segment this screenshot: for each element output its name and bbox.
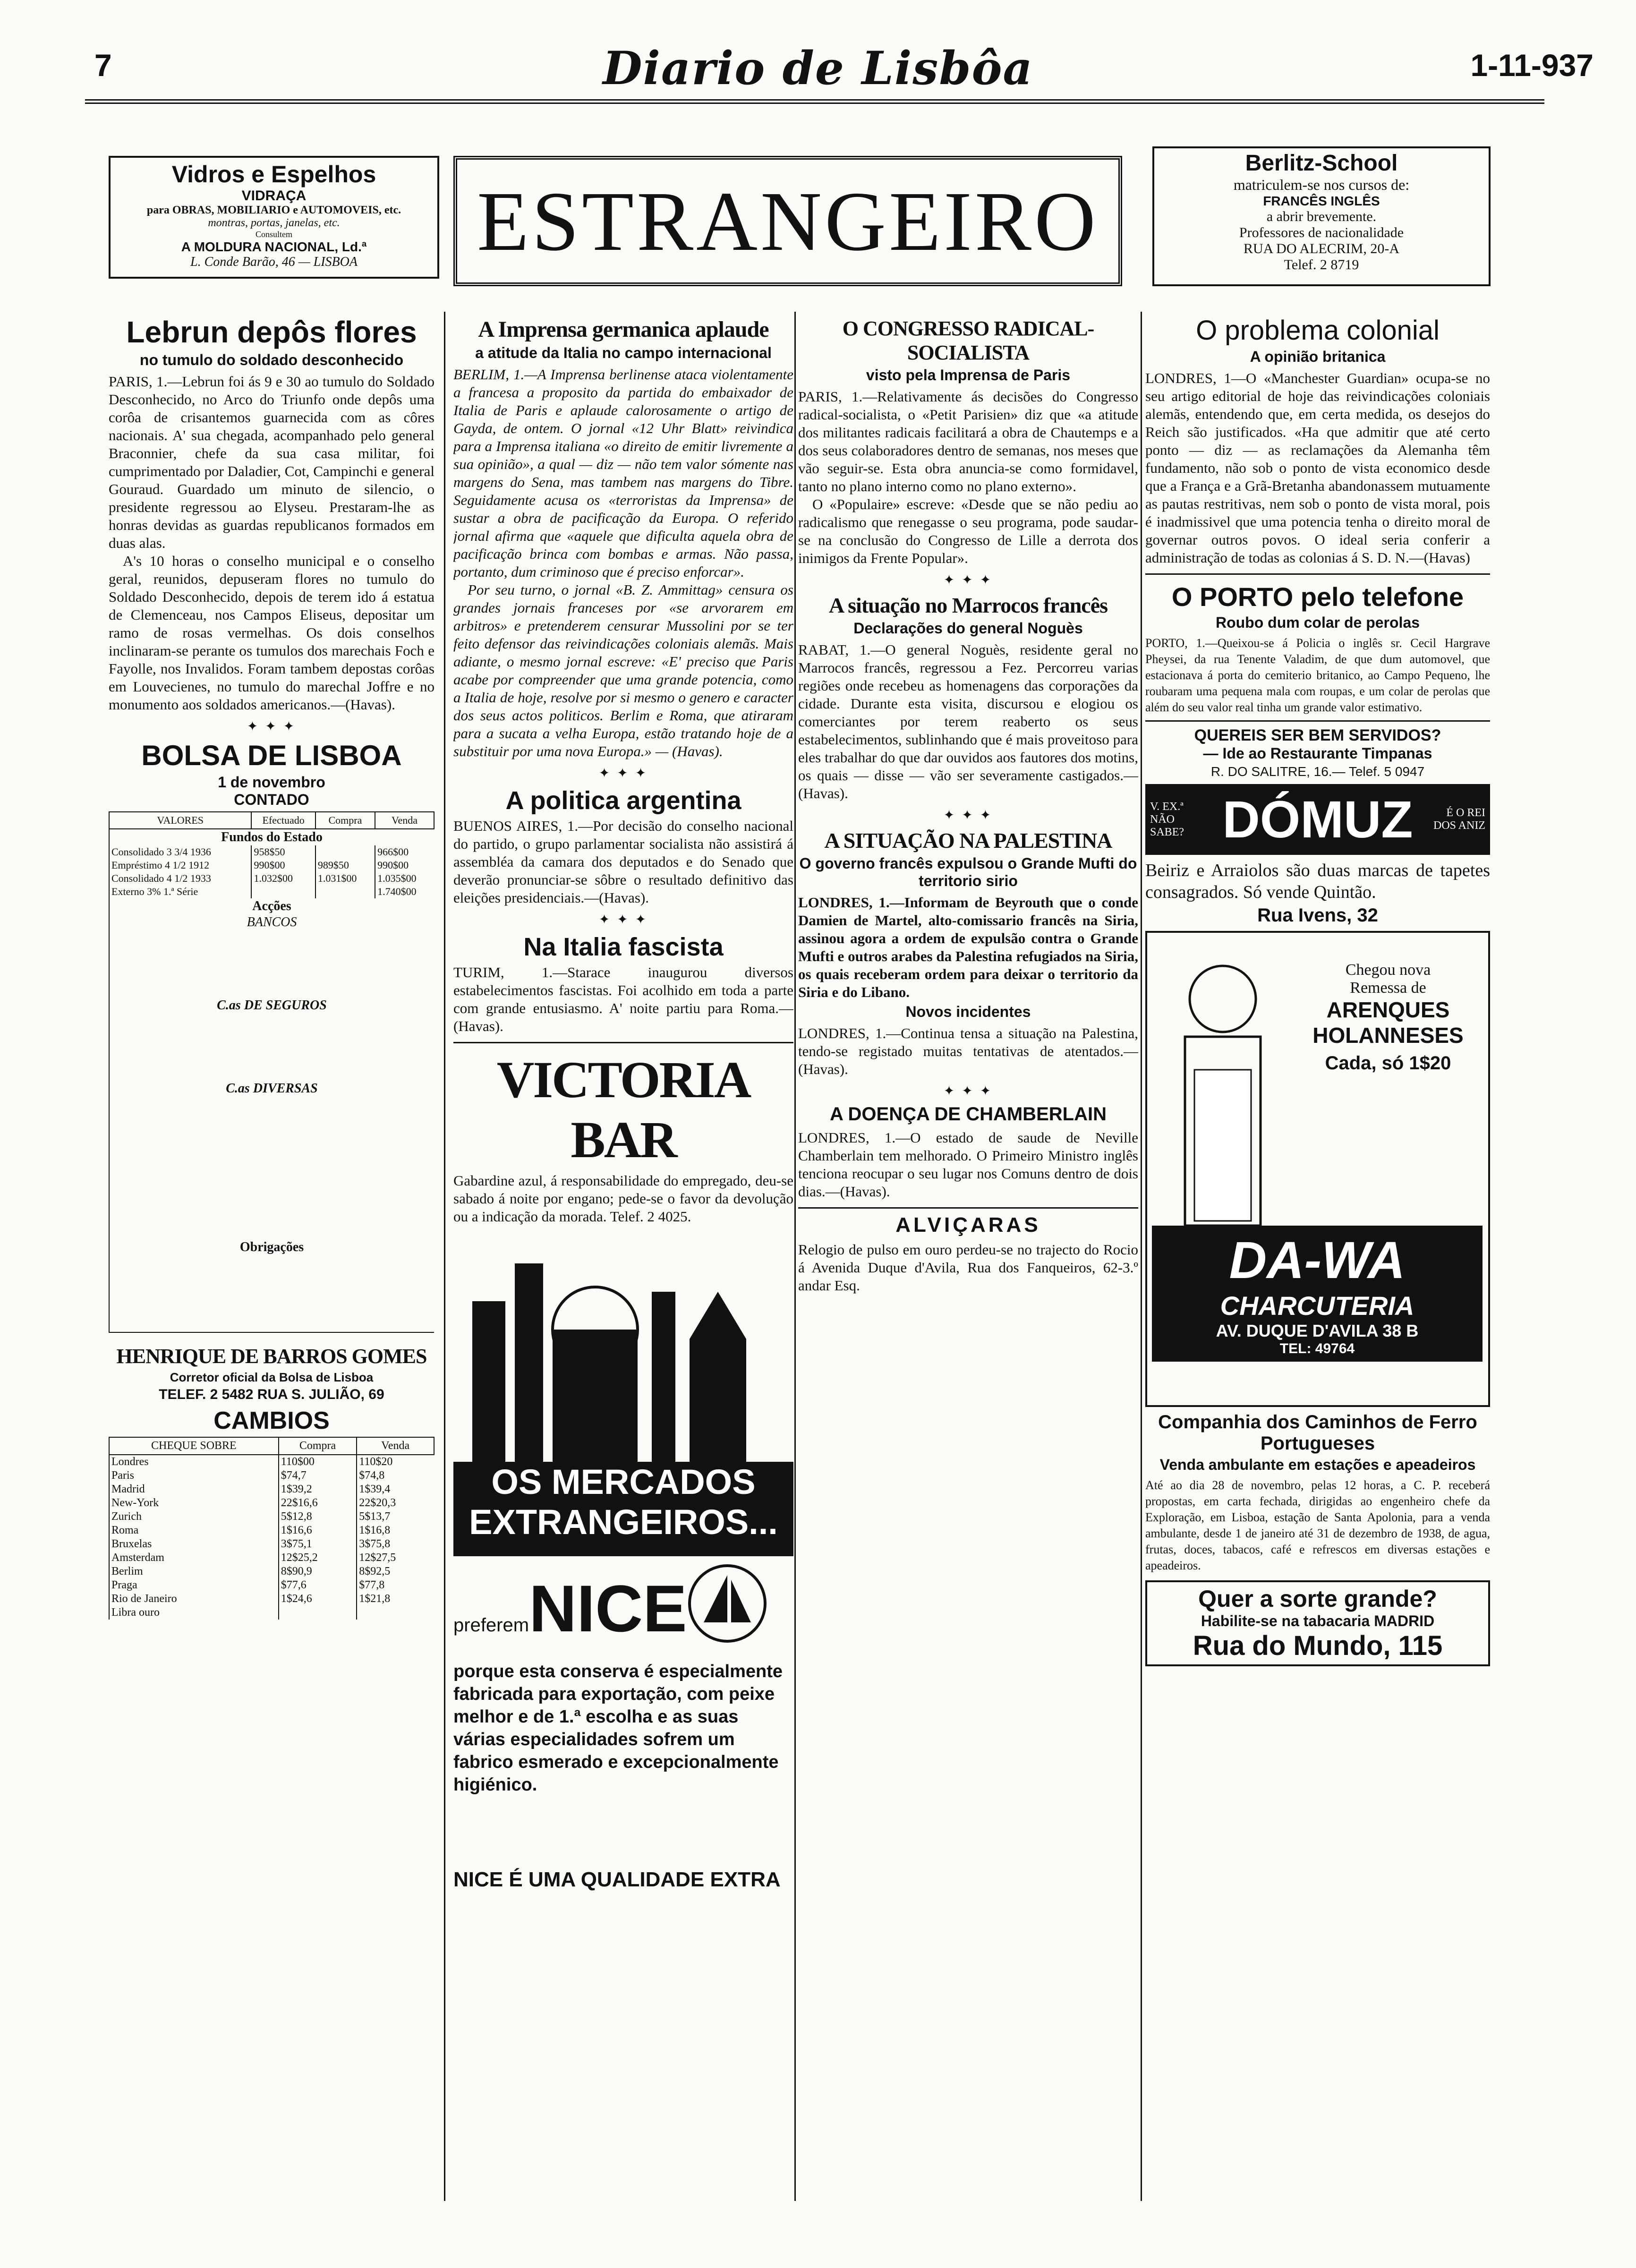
table-row — [109, 1551, 434, 1565]
article-marrocos-subtitle: Declarações do general Noguès — [853, 620, 1083, 637]
divider — [1145, 573, 1490, 575]
ornament-divider: ✦ ✦ ✦ — [598, 912, 648, 927]
cell: 8$92,5 — [357, 1565, 434, 1578]
article-italia-title: Na Italia fascista — [523, 933, 724, 961]
cell: 1$21,8 — [357, 1592, 434, 1606]
cell: Praga — [109, 1578, 279, 1592]
cell: 22$16,6 — [279, 1496, 357, 1510]
ad-domuz — [1145, 784, 1490, 855]
column-1 — [109, 312, 435, 2229]
article-argentina-paragraph: BUENOS AIRES, 1.—Por decisão do conselho nacional do partido, o grupo parlamentar socialista não assistirá á assembléa da camara dos deputados e do Senado que deverão pronunciar-se sôbre o resultado definitivo das eleições presidenciais.—(Havas). — [453, 818, 793, 906]
bolsa-table — [109, 811, 435, 1333]
article-palestina-subheading: Novos incidentes — [905, 1003, 1031, 1020]
cell: 110$20 — [357, 1455, 434, 1469]
cell: Amsterdam — [109, 1551, 279, 1565]
article-porto-paragraph: PORTO, 1.—Queixou-se á Policia o inglês sr. Cecil Hargrave Pheysei, da rua Tenente Valadim, de que dum automovel, que estacionava á porta do cemiterio britanico, ao Campo Pequeno, lhe roubaram uma pequena mala com roupas, e um colar de perolas que além do seu valor real tinha um grande valor estimativo. — [1145, 636, 1490, 714]
ad-sorte-line: Quer a sorte grande? — [1198, 1586, 1437, 1612]
cell: 1.032$00 — [251, 872, 315, 885]
ornament-divider: ✦ ✦ ✦ — [247, 719, 297, 734]
cell — [315, 845, 375, 859]
article-imprensa-paragraph: Por seu turno, o jornal «B. Z. Ammittag» censura os grandes jornais franceses por «se arvorarem em arbitros» e pretenderem censurar Mussolini por se ter feito defensor das reivindicações coloniais alemãs. Mais adiante, o mesmo jornal escreve: «E' preciso que Paris acabe por compreender que uma grande potencia, como a Italia de hoje, resolve por si mesmo o genero e caracter dos seus actos politicos. Berlim e Roma, que atiraram para a sucata a velha Europa, estão tratando hoje de a substituir por uma nova Europa.» — (Havas). — [453, 581, 793, 759]
cell: Madrid — [109, 1483, 279, 1496]
cell: $77,6 — [279, 1578, 357, 1592]
barros-phone: TELEF. 2 5482 RUA S. JULIÃO, 69 — [159, 1387, 384, 1402]
table-row — [109, 1469, 434, 1483]
cell: 110$00 — [279, 1455, 357, 1469]
bolsa-header: Venda — [375, 812, 434, 829]
ad-vidros-line2: montras, portas, janelas, etc. — [208, 217, 340, 229]
ad-berlitz-line1: matriculem-se nos cursos de: — [1233, 176, 1410, 193]
cell: $74,8 — [357, 1469, 434, 1483]
table-row — [109, 1455, 434, 1469]
ad-nice — [453, 1235, 793, 1944]
bolsa-section: Obrigações — [109, 1239, 434, 1255]
ad-timpanas-line: R. DO SALITRE, 16.— Telef. 5 0947 — [1210, 764, 1425, 779]
cell: Consolidado 3 3/4 1936 — [109, 845, 251, 859]
table-row — [109, 872, 434, 885]
table-row — [109, 1524, 434, 1537]
ad-dawa-banner — [1152, 1226, 1483, 1362]
table-row — [109, 1537, 434, 1551]
page-number: 7 — [94, 48, 112, 83]
alvicaras-paragraph: Relogio de pulso em ouro perdeu-se no trajecto do Rocio á Avenida Duque d'Avila, Rua dos Fanqueiros, 62-3.º andar Esq. — [798, 1241, 1138, 1294]
bolsa-section: C.as DE SEGUROS — [109, 998, 434, 1014]
column-3 — [798, 312, 1138, 2229]
cell: 3$75,1 — [279, 1537, 357, 1551]
bolsa-section: BANCOS — [109, 914, 434, 930]
cell: 1$16,6 — [279, 1524, 357, 1537]
bolsa-empty — [109, 1014, 434, 1081]
ad-berlitz-title: Berlitz-School — [1245, 151, 1398, 176]
bolsa-subtitle: CONTADO — [234, 791, 309, 808]
ad-dawa-line: ARENQUES HOLANNESES — [1312, 998, 1464, 1048]
caminhos-paragraph: Até ao dia 28 de novembro, pelas 12 horas, a C. P. receberá propostas, em carta fechada, dirigidas ao engenheiro chefe da Exploração, em Lisboa, estação de Santa Apolonia, para a venda ambulante, desde 1 de janeiro até 31 de dezembro de 1938, de agua, frutas, doces, tabacos, café e refrescos em diversas estações e apeadeiros. — [1145, 1478, 1490, 1572]
cell — [251, 885, 315, 898]
bolsa-empty — [109, 930, 434, 998]
cell: 5$13,7 — [357, 1510, 434, 1524]
article-lebrun-title: Lebrun depôs flores — [126, 315, 417, 349]
cambios-title: CAMBIOS — [213, 1407, 330, 1434]
article-chamberlain-paragraph: LONDRES, 1.—O estado de saude de Neville Chamberlain tem melhorado. O Primeiro Ministro inglês tenciona reocupar o seu lugar nos Comuns dentro de dois dias.—(Havas). — [798, 1129, 1138, 1200]
column-rule — [794, 312, 796, 2201]
bolsa-empty — [109, 1097, 434, 1239]
ad-dawa-address: AV. DUQUE D'AVILA 38 B — [1216, 1321, 1419, 1340]
ad-vidros-sub: VIDRAÇA — [241, 188, 307, 204]
victoria-bar-paragraph: Gabardine azul, á responsabilidade do empregado, deu-se sabado á noite por engano; pede-se o favor da devolução ou a indicação da morada. Telef. 2 4025. — [453, 1172, 793, 1225]
cell: 1$39,2 — [279, 1483, 357, 1496]
article-porto-subtitle: Roubo dum colar de perolas — [1215, 614, 1420, 631]
ad-dawa-brand: DA-WA — [1229, 1231, 1406, 1289]
article-congresso-subtitle: visto pela Imprensa de Paris — [866, 367, 1071, 384]
ad-dawa-text — [1298, 961, 1478, 1074]
bolsa-section: Fundos do Estado — [109, 829, 434, 845]
article-chamberlain-title: A DOENÇA DE CHAMBERLAIN — [830, 1104, 1107, 1125]
ad-beiriz-address: Rua Ivens, 32 — [1257, 905, 1378, 926]
article-imprensa-paragraph: BERLIM, 1.—A Imprensa berlinense ataca violentamente a francesa a proposito da partida do embaixador de Italia de Paris e aplaude calorosamente o artigo de Gayda, de ontem. O jornal «12 Uhr Blatt» reivindica para a Imprensa italiana «o direito de emitir livremente a sua opinião», a qual — diz — não tem valor sómente nas margens do Sena, mas tambem nas margens do Tibre. Seguidamente acusa os «terroristas da Imprensa» de sustar a obra de pacificação da Europa. O referido jornal afirma que «aquele que dificulta aquela obra de pacificação brinca com bombas e armas. Não passa, portanto, dum criminoso que é preciso enforcar». — [453, 366, 793, 580]
ornament-divider: ✦ ✦ ✦ — [943, 1084, 993, 1099]
cambios-table — [109, 1437, 435, 1620]
ad-dawa-line: Cada, só 1$20 — [1325, 1053, 1451, 1074]
ad-sorte-line: Rua do Mundo, 115 — [1193, 1630, 1443, 1661]
ad-berlitz — [1152, 146, 1491, 286]
article-congresso-paragraph: PARIS, 1.—Relativamente ás decisões do Congresso radical-socialista, o «Petit Parisien» diz que «a atitude dos militantes radicais facilitará a obra de Chautemps e a dos seus colaboradores dentro de semanas, nos meses que vão seguir-se. Esta obra anuncia-se como formidavel, tanto no plano interno como no plano externo». — [798, 388, 1138, 495]
ad-sorte — [1145, 1580, 1490, 1666]
ad-vidros — [109, 156, 439, 279]
section-masthead-label: ESTRANGEIRO — [477, 174, 1099, 268]
ornament-divider: ✦ ✦ ✦ — [943, 573, 993, 588]
sailboat-icon — [680, 1556, 775, 1651]
ad-dawa-sub: CHARCUTERIA — [1220, 1291, 1414, 1321]
article-imprensa-subtitle: a atitude da Italia no campo internacional — [475, 344, 772, 361]
ad-dawa — [1145, 931, 1490, 1407]
cell: 12$27,5 — [357, 1551, 434, 1565]
caminhos-title: Companhia dos Caminhos de Ferro Portugueses — [1158, 1412, 1477, 1454]
nice-paragraph: porque esta conserva é especialmente fabricada para exportação, com peixe melhor e de 1.ª escolha e as suas várias especialidades sofrem um fabrico esmerado e excepcionalmente higiénico. — [453, 1662, 783, 1795]
cambios-header: CHEQUE SOBRE — [109, 1437, 279, 1455]
article-palestina-paragraph: LONDRES, 1.—Continua tensa a situação na Palestina, tendo-se registado muitas tentativas de atentados.—(Havas). — [798, 1025, 1138, 1077]
ad-vidros-line4: A MOLDURA NACIONAL, Ld.ª — [181, 239, 367, 254]
article-palestina-paragraph: LONDRES, 1.—Informam de Beyrouth que o conde Damien de Martel, alto-comissario francês na Siria, assinou agora a ordem de expulsão contra o Grande Mufti e outros arabes da Palestina refugiados na Siria, os quais receberam ordem para deixar o territorio da Siria e do Libano. — [798, 894, 1138, 1000]
cell: Externo 3% 1.ª Série — [109, 885, 251, 898]
nice-banner-line: OS MERCADOS — [491, 1462, 756, 1501]
cell: Libra ouro — [109, 1606, 279, 1620]
cell — [357, 1606, 434, 1620]
bolsa-title: BOLSA DE LISBOA — [141, 740, 402, 771]
cell: 966$00 — [375, 845, 434, 859]
column-rule — [444, 312, 445, 2201]
ad-dawa-line: Chegou nova — [1345, 961, 1431, 979]
cambios-header: Venda — [357, 1437, 434, 1455]
column-2 — [453, 312, 793, 2229]
ad-vidros-title: Vidros e Espelhos — [171, 161, 376, 188]
cell: 958$50 — [251, 845, 315, 859]
bolsa-empty — [109, 1255, 434, 1332]
cell: Roma — [109, 1524, 279, 1537]
ad-timpanas-line: QUEREIS SER BEM SERVIDOS? — [1194, 726, 1441, 744]
divider — [453, 1042, 793, 1043]
newspaper-title: Diario de Lisbôa — [603, 42, 1033, 95]
article-lebrun-paragraph: A's 10 horas o conselho municipal e o conselho geral, reunidos, depuseram flores no tumulo do Soldado Desconhecido, depois de terem ido á estatua de Clemenceau, nos Campos Eliseus, depositar um ramo de rosas vermelhas. Os dois conselhos inclinaram-se perante os tumulos dos marechais Foch e Fayolle, nos Invalidos. Foram tambem depostas corôas em Louvecienes, no tumulo do marechal Joffre e no monumento aos soldados americanos.—(Havas). — [109, 553, 435, 713]
cell: 1.740$00 — [375, 885, 434, 898]
article-argentina-title: A politica argentina — [505, 786, 741, 815]
nice-brand-text: NICE — [529, 1571, 687, 1646]
article-lebrun-paragraph: PARIS, 1.—Lebrun foi ás 9 e 30 ao tumulo do Soldado Desconhecido, no Arco do Triunfo onde depôs uma corôa de crisantemos guarnecida com as côres nacionais. A' sua chegada, acompanhado pelo general Braconnier, chefe da sua casa militar, foi cumprimentado por Daladier, Cot, Campinchi e general Gouraud. Guardado um minuto de silencio, o presidente regressou ao Elyseu. Prestaram-lhe as honras devidas as guardas republicanos formados em duas alas. — [109, 373, 435, 551]
alvicaras-title: ALVIÇARAS — [798, 1207, 1138, 1237]
article-marrocos-title: A situação no Marrocos francês — [828, 593, 1108, 617]
table-row — [109, 1496, 434, 1510]
article-colonial-subtitle: A opinião britanica — [1250, 348, 1386, 365]
cell: 1.035$00 — [375, 872, 434, 885]
cell: 1$16,8 — [357, 1524, 434, 1537]
bolsa-header: VALORES — [109, 812, 251, 829]
article-italia-paragraph: TURIM, 1.—Starace inaugurou diversos estabelecimentos fascistas. Foi acolhido em toda a parte com grande entusiasmo. A' noite partiu para Roma.—(Havas). — [453, 964, 793, 1034]
cell: 3$75,8 — [357, 1537, 434, 1551]
section-masthead — [453, 156, 1122, 286]
article-lebrun-subtitle: no tumulo do soldado desconhecido — [139, 351, 404, 368]
ad-timpanas-line: — Ide ao Restaurante Timpanas — [1203, 745, 1432, 762]
cell: 990$00 — [251, 859, 315, 872]
cell: New-York — [109, 1496, 279, 1510]
table-row — [109, 1565, 434, 1578]
table-row — [109, 1606, 434, 1620]
article-congresso-paragraph: O «Populaire» escreve: «Desde que se não pediu ao radicalismo que renegasse o seu programa, pode saudar-se na conclusão do Congresso de Lille a derrota dos inimigos da Frente Popular». — [798, 496, 1138, 566]
cell: $77,8 — [357, 1578, 434, 1592]
barros-subtitle: Corretor oficial da Bolsa de Lisboa — [170, 1370, 374, 1384]
article-marrocos-paragraph: RABAT, 1.—O general Noguès, residente geral no Marrocos francês, regressou a Fez. Percorreu varias regiões onde recebeu as homenagens das corporações da cidade. Durante esta visita, discursou e elogiou os comerciantes por terem reaberto os seus estabelecimentos, sublinhando que é mais proveitoso para eles trabalhar do que dar ouvidos aos fautores dos motins, os quais — disse — vão ser severamente castigados.—(Havas). — [798, 641, 1138, 801]
ornament-divider: ✦ ✦ ✦ — [943, 808, 993, 823]
table-row — [109, 1578, 434, 1592]
cell: Zurich — [109, 1510, 279, 1524]
cell: $74,7 — [279, 1469, 357, 1483]
cell: Bruxelas — [109, 1537, 279, 1551]
ad-berlitz-line5: RUA DO ALECRIM, 20-A — [1243, 241, 1399, 256]
table-row — [109, 845, 434, 859]
cell: 22$20,3 — [357, 1496, 434, 1510]
article-congresso-title: O CONGRESSO RADICAL-SOCIALISTA — [842, 317, 1094, 364]
cell: Rio de Janeiro — [109, 1592, 279, 1606]
bolsa-header: Efectuado — [251, 812, 315, 829]
cell: 1$39,4 — [357, 1483, 434, 1496]
article-palestina-title: A SITUAÇÃO NA PALESTINA — [824, 828, 1112, 853]
article-colonial-title: O problema colonial — [1196, 315, 1440, 346]
issue-date: 1-11-937 — [1470, 48, 1593, 83]
column-4 — [1145, 312, 1490, 2229]
ad-vidros-line1: para OBRAS, MOBILIARIO e AUTOMOVEIS, etc. — [146, 204, 401, 216]
ad-berlitz-line4: Professores de nacionalidade — [1239, 225, 1404, 240]
ad-domuz-left: V. EX.ª NÃO SABE? — [1150, 800, 1184, 838]
nice-footer: NICE É UMA QUALIDADE EXTRA — [453, 1868, 781, 1891]
ornament-divider: ✦ ✦ ✦ — [598, 766, 648, 781]
table-row — [109, 885, 434, 898]
cell: 12$25,2 — [279, 1551, 357, 1565]
article-porto-title: O PORTO pelo telefone — [1171, 582, 1464, 612]
table-row — [109, 1510, 434, 1524]
article-colonial-paragraph: LONDRES, 1—O «Manchester Guardian» ocupa-se no seu artigo editorial de hoje das reivindicações coloniais alemãs, entendendo que, em certa medida, os desejos do Reich são justificados. «Ha que admitir que até certo ponto — diz — as reclamações da Alemanha têm fundamento, não sob o ponto de vista economico desde que a França e a Grã-Bretanha abandonassem mutuamente as pautas restritivas, nem sob o ponto de vista moral, pois é inadmissivel que uma potencia tenha o direito moral de governar outros povos. O ideal seria conferir a administração de todas as colonias á S. D. N.—(Havas) — [1145, 370, 1490, 566]
cell — [279, 1606, 357, 1620]
cell: 8$90,9 — [279, 1565, 357, 1578]
nice-prefer: preferem — [453, 1615, 529, 1636]
article-imprensa-title: A Imprensa germanica aplaude — [478, 317, 769, 342]
ad-sorte-line: Habilite-se na tabacaria MADRID — [1201, 1612, 1435, 1629]
divider — [1145, 720, 1490, 722]
article-palestina-subtitle: O governo francês expulsou o Grande Mufti do territorio sirio — [799, 855, 1137, 889]
table-row — [109, 859, 434, 872]
cell: Empréstimo 4 1/2 1912 — [109, 859, 251, 872]
table-row — [109, 1483, 434, 1496]
header-rule — [85, 99, 1544, 104]
bolsa-section: Acções — [109, 898, 434, 914]
ad-dawa-line: Remessa de — [1350, 979, 1426, 997]
barros-title: HENRIQUE DE BARROS GOMES — [116, 1345, 427, 1368]
cell: 1.031$00 — [315, 872, 375, 885]
cell: Berlim — [109, 1565, 279, 1578]
cell: 990$00 — [375, 859, 434, 872]
cell — [315, 885, 375, 898]
cell: 989$50 — [315, 859, 375, 872]
cell: 5$12,8 — [279, 1510, 357, 1524]
cambios-header: Compra — [279, 1437, 357, 1455]
cell: Londres — [109, 1455, 279, 1469]
victoria-bar-title: VICTORIA BAR — [496, 1051, 750, 1168]
cell: Paris — [109, 1469, 279, 1483]
ad-berlitz-line6: Telef. 2 8719 — [1284, 257, 1359, 273]
caminhos-subtitle: Venda ambulante em estações e apeadeiros — [1159, 1456, 1476, 1473]
bolsa-header: Compra — [315, 812, 375, 829]
bolsa-section: C.as DIVERSAS — [109, 1081, 434, 1097]
ad-berlitz-line2: FRANCÊS INGLÊS — [1263, 194, 1380, 208]
ad-beiriz-text: Beiriz e Arraiolos são duas marcas de tapetes consagrados. Só vende Quintão. — [1145, 861, 1490, 902]
ad-vidros-line5: L. Conde Barão, 46 — LISBOA — [190, 255, 358, 269]
ad-domuz-brand: DÓMUZ — [1222, 790, 1413, 849]
nice-banner — [453, 1462, 793, 1556]
cell: 1$24,6 — [279, 1592, 357, 1606]
nice-brand — [453, 1570, 687, 1647]
bolsa-date: 1 de novembro — [218, 774, 325, 791]
ad-domuz-right: É O REI DOS ANIZ — [1433, 807, 1485, 832]
nice-banner-line: EXTRANGEIROS... — [469, 1502, 778, 1542]
ad-berlitz-line3: a abrir brevemente. — [1266, 209, 1377, 224]
cell: Consolidado 4 1/2 1933 — [109, 872, 251, 885]
ad-dawa-phone: TEL: 49764 — [1279, 1341, 1355, 1356]
ad-vidros-line3: Consultem — [255, 230, 292, 239]
city-skyline-illustration — [453, 1235, 793, 1481]
column-rule — [1141, 312, 1142, 2201]
table-row — [109, 1592, 434, 1606]
